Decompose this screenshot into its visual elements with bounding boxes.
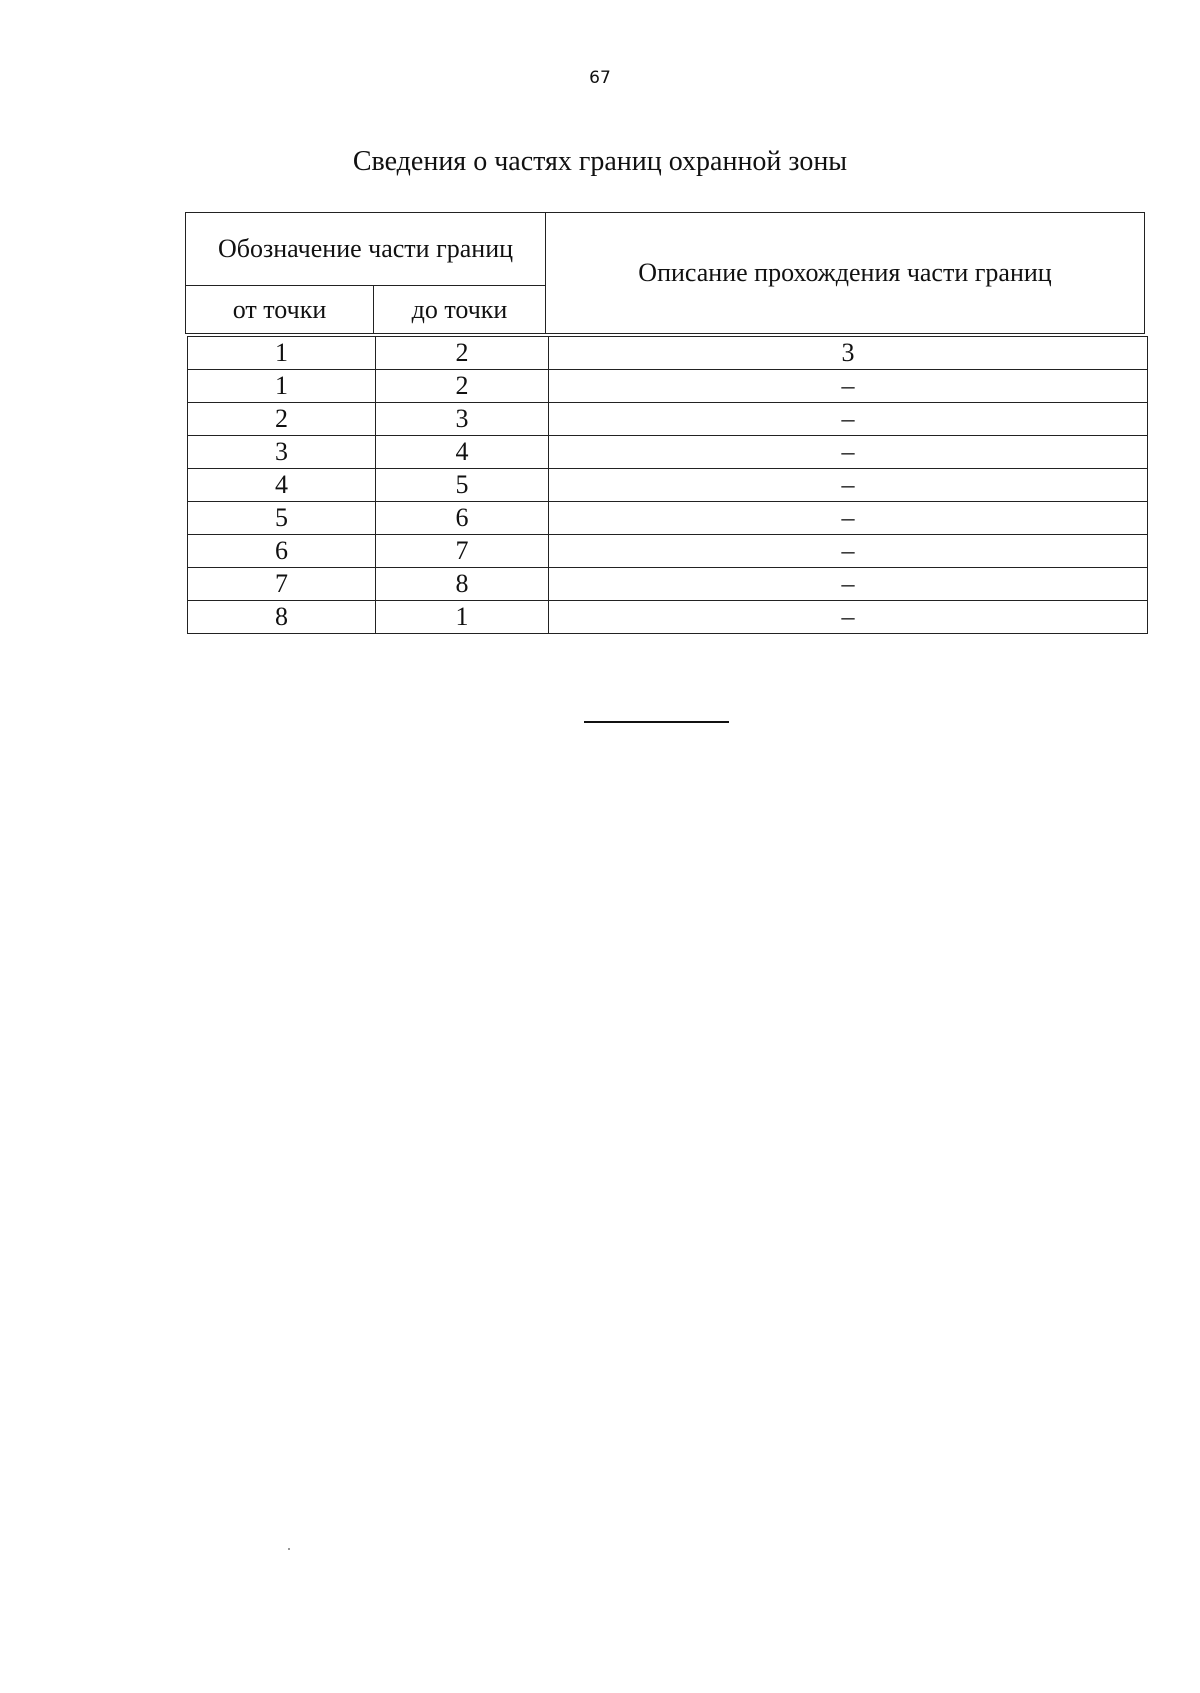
table-row [188, 403, 1148, 436]
document-title: Сведения о частях границ охранной зоны [352, 146, 848, 177]
boundary-table-header [185, 212, 1145, 334]
page-number: 67 [589, 68, 611, 88]
description-cell: – [549, 469, 1148, 502]
from-point-cell: 8 [188, 601, 376, 634]
to-point-cell: 3 [376, 403, 549, 436]
boundary-table-body [187, 336, 1148, 634]
to-point-cell: 1 [376, 601, 549, 634]
table-row [188, 502, 1148, 535]
table-row [188, 370, 1148, 403]
scan-speck [288, 1548, 290, 1550]
column-number-cell: 3 [549, 337, 1148, 370]
to-point-cell: 8 [376, 568, 549, 601]
column-number-row [188, 337, 1148, 370]
header-from-point: от точки [186, 286, 374, 334]
to-point-cell: 5 [376, 469, 549, 502]
table-row [188, 469, 1148, 502]
from-point-cell: 6 [188, 535, 376, 568]
table-row [188, 535, 1148, 568]
description-cell: – [549, 436, 1148, 469]
table-row [188, 601, 1148, 634]
description-cell: – [549, 535, 1148, 568]
table-row [188, 436, 1148, 469]
from-point-cell: 5 [188, 502, 376, 535]
header-boundary-designation: Обозначение части границ [186, 213, 546, 286]
description-cell: – [549, 502, 1148, 535]
header-description: Описание прохождения части границ [546, 213, 1145, 334]
to-point-cell: 2 [376, 370, 549, 403]
from-point-cell: 1 [188, 370, 376, 403]
to-point-cell: 6 [376, 502, 549, 535]
end-divider-line [584, 721, 729, 723]
description-cell: – [549, 403, 1148, 436]
description-cell: – [549, 370, 1148, 403]
column-number-cell: 1 [188, 337, 376, 370]
from-point-cell: 2 [188, 403, 376, 436]
to-point-cell: 7 [376, 535, 549, 568]
description-cell: – [549, 568, 1148, 601]
to-point-cell: 4 [376, 436, 549, 469]
table-row [188, 568, 1148, 601]
description-cell: – [549, 601, 1148, 634]
from-point-cell: 4 [188, 469, 376, 502]
from-point-cell: 7 [188, 568, 376, 601]
header-to-point: до точки [374, 286, 546, 334]
from-point-cell: 3 [188, 436, 376, 469]
column-number-cell: 2 [376, 337, 549, 370]
